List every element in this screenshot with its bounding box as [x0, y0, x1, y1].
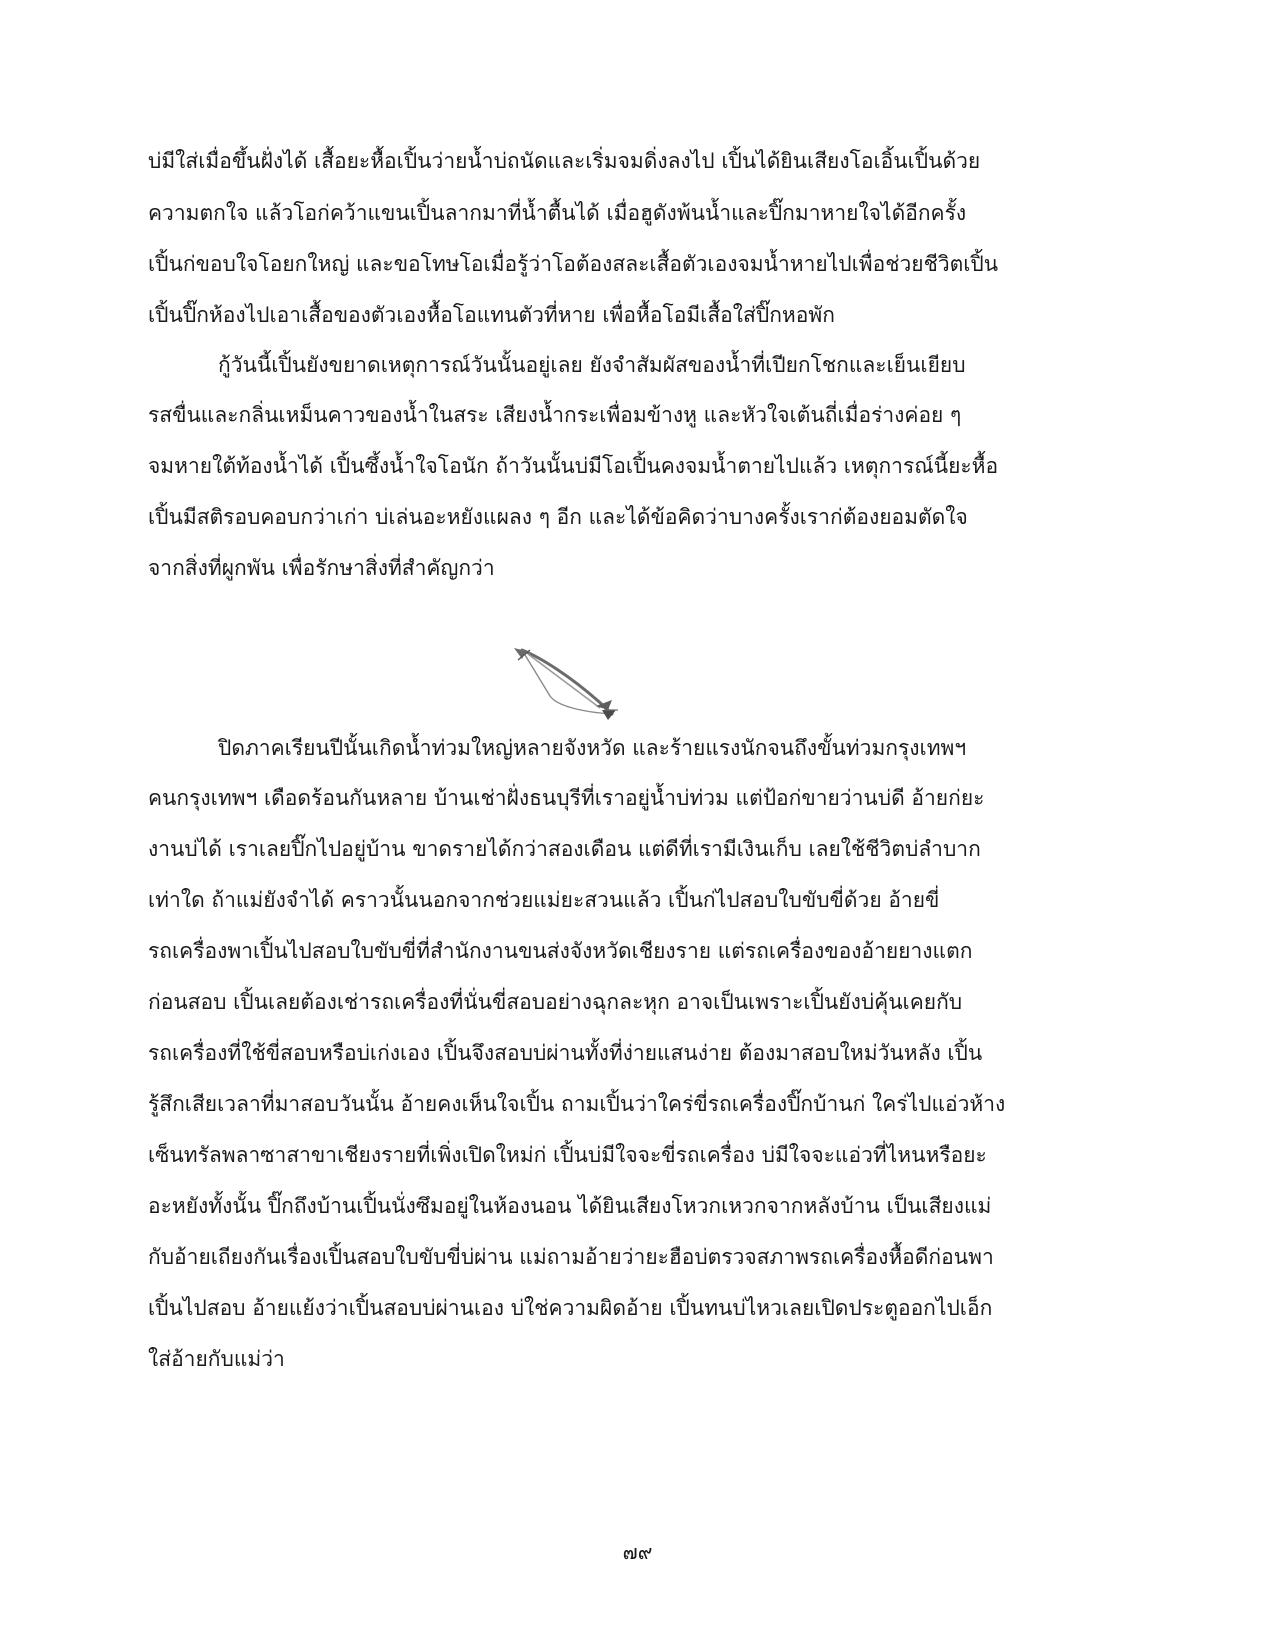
paragraph-1-line-4: เปิ้นปิ๊กห้องไปเอาเสื้อของตัวเองหื้อโอแทนตัวที่หาย เพื่อหื้อโอมีเสื้อใส่ปิ๊กหอพัก [148, 303, 835, 327]
paragraph-3-line-10: อะหยังทั้งนั้น ปิ๊กถึงบ้านเปิ้นนั่งซึมอยู่ในห้องนอน ได้ยินเสียงโหวกเหวกจากหลังบ้าน เป็นเสียงแม่ [148, 1194, 992, 1218]
paragraph-2-line-5: จากสิ่งที่ผูกพัน เพื่อรักษาสิ่งที่สำคัญกว่า [148, 556, 495, 580]
paragraph-2-line-2: รสขื่นและกลิ่นเหม็นคาวของน้ำในสระ เสียงน้ำกระเพื่อมข้างหู และหัวใจเต้นถี่เมื่อร่างค่อย ๆ [148, 403, 962, 427]
paragraph-2-line-4: เปิ้นมีสติรอบคอบกว่าเก่า บ่เล่นอะหยังแผลง ๆ อีก และได้ข้อคิดว่าบางครั้งเราก่ต้องยอมตัดใจ [148, 505, 968, 529]
bow-and-arrow-icon [512, 648, 642, 728]
paragraph-3-line-2: คนกรุงเทพฯ เดือดร้อนกันหลาย บ้านเช่าฝั่งธนบุรีที่เราอยู่น้ำบ่ท่วม แต่ป้อก่ขายว่านบ่ดี อ้ายก่ยะ [148, 786, 985, 810]
paragraph-2-line-3: จมหายใต้ท้องน้ำได้ เปิ้นซึ้งน้ำใจโอนัก ถ้าวันนั้นบ่มีโอเปิ้นคงจมน้ำตายไปแล้ว เหตุการณ์นี้ยะหื้อ [148, 454, 999, 478]
paragraph-2-line-1: กู้วันนี้เปิ้นยังขยาดเหตุการณ์วันนั้นอยู่เลย ยังจำสัมผัสของน้ำที่เปียกโชกและเย็นเยียบ [218, 353, 966, 377]
paragraph-3-line-13: ใส่อ้ายกับแม่ว่า [148, 1347, 285, 1371]
paragraph-3-line-7: รถเครื่องที่ใช้ขี่สอบหรือบ่เก่งเอง เปิ้นจึงสอบบ่ผ่านทั้งที่ง่ายแสนง่าย ต้องมาสอบใหม่วันหลัง เปิ้น [148, 1041, 983, 1065]
paragraph-3-line-6: ก่อนสอบ เปิ้นเลยต้องเช่ารถเครื่องที่นั่นขี่สอบอย่างฉุกละหุก อาจเป็นเพราะเปิ้นยังบ่คุ้นเคยกับ [148, 990, 963, 1014]
paragraph-3-line-9: เซ็นทรัลพลาซาสาขาเชียงรายที่เพิ่งเปิดใหม่ก่ เปิ้นบ่มีใจจะขี่รถเครื่อง บ่มีใจจะแอ่วที่ไหนหรือยะ [148, 1143, 987, 1167]
paragraph-1-line-1: บ่มีใส่เมื่อขึ้นฝั่งได้ เสื้อยะหื้อเปิ้นว่ายน้ำบ่ถนัดและเริ่มจมดิ่งลงไป เปิ้นได้ยินเสียงโอเอิ้นเปิ้นด้วย [148, 149, 981, 173]
paragraph-3-line-12: เปิ้นไปสอบ อ้ายแย้งว่าเปิ้นสอบบ่ผ่านเอง บ่ใช่ความผิดอ้าย เปิ้นทนบ่ไหวเลยเปิดประตูออกไปเอ็ก [148, 1296, 993, 1320]
paragraph-3-line-5: รถเครื่องพาเปิ้นไปสอบใบขับขี่ที่สำนักงานขนส่งจังหวัดเชียงราย แต่รถเครื่องของอ้ายยางแตก [148, 939, 973, 963]
paragraph-1-line-2: ความตกใจ แล้วโอก่คว้าแขนเปิ้นลากมาที่น้ำตื้นได้ เมื่อฮูดังพ้นน้ำและปิ๊กมาหายใจได้อีกครั้ง [148, 201, 967, 225]
paragraph-3-line-8: รู้สึกเสียเวลาที่มาสอบวันนั้น อ้ายคงเห็นใจเปิ้น ถามเปิ้นว่าใคร่ขี่รถเครื่องปิ๊กบ้านก่ ใคร่ไปแอ่วห้าง [148, 1092, 1006, 1116]
paragraph-3-line-1: ปิดภาคเรียนปีนั้นเกิดน้ำท่วมใหญ่หลายจังหวัด และร้ายแรงนักจนถึงขั้นท่วมกรุงเทพฯ [218, 736, 967, 760]
paragraph-3-line-3: งานบ่ได้ เราเลยปิ๊กไปอยู่บ้าน ขาดรายได้กว่าสองเดือน แต่ดีที่เรามีเงินเก็บ เลยใช้ชีวิตบ่ลำบาก [148, 837, 981, 861]
paragraph-3-line-11: กับอ้ายเถียงกันเรื่องเปิ้นสอบใบขับขี่บ่ผ่าน แม่ถามอ้ายว่ายะฮือบ่ตรวจสภาพรถเครื่องหื้อดีก่อนพา [148, 1245, 994, 1269]
page-number: ๗๙ [622, 1540, 653, 1564]
paragraph-1-line-3: เปิ้นก่ขอบใจโอยกใหญ่ และขอโทษโอเมื่อรู้ว่าโอต้องสละเสื้อตัวเองจมน้ำหายไปเพื่อช่วยชีวิตเปิ้น [148, 252, 999, 276]
paragraph-3-line-4: เท่าใด ถ้าแม่ยังจำได้ คราวนั้นนอกจากช่วยแม่ยะสวนแล้ว เปิ้นก่ไปสอบใบขับขี่ด้วย อ้ายขี่ [148, 888, 940, 912]
